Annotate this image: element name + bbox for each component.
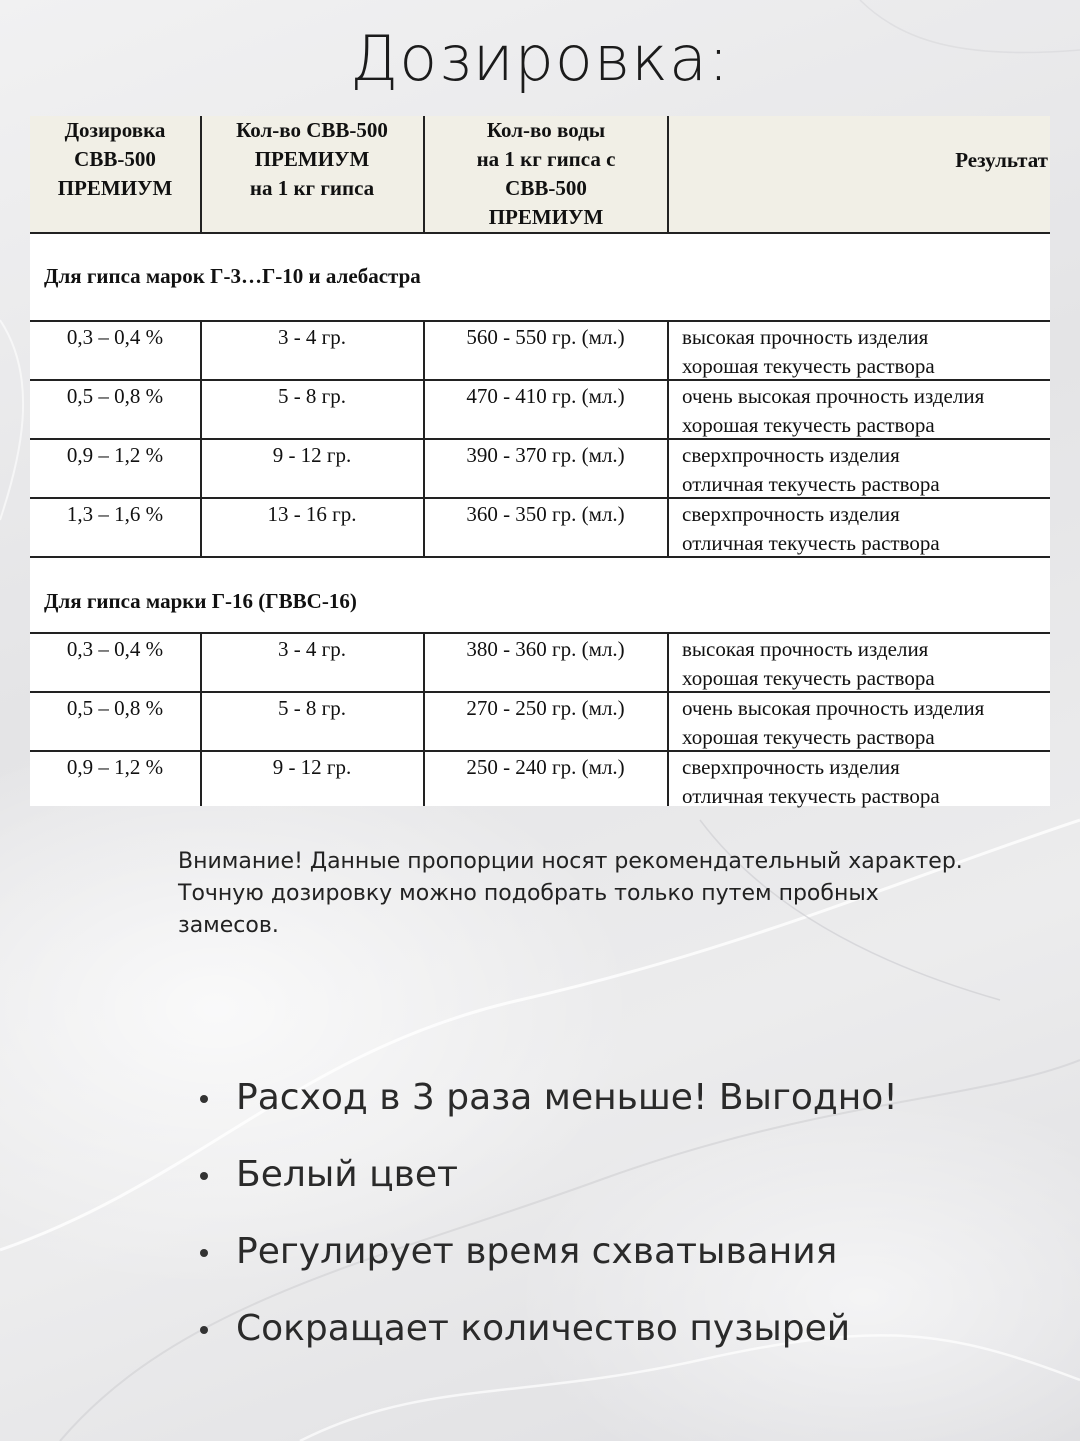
column-divider — [667, 632, 669, 806]
header-line: на 1 кг гипса — [249, 176, 375, 200]
result-cell — [682, 635, 935, 693]
header-line: Кол-во СВВ-500 — [236, 118, 388, 142]
result-line: высокая прочность изделия — [682, 637, 929, 661]
bullet-icon — [200, 1326, 208, 1334]
table-cell: 13 - 16 гр. — [267, 502, 357, 526]
dosage-table — [30, 116, 1050, 806]
table-cell: 5 - 8 гр. — [277, 696, 347, 720]
result-line: сверхпрочность изделия — [682, 502, 900, 526]
result-cell — [682, 323, 935, 381]
header-line: ПРЕМИУМ — [488, 205, 604, 229]
header-line: ПРЕМИУМ — [254, 147, 370, 171]
row-divider — [30, 438, 1050, 440]
header-dosage — [30, 116, 200, 232]
warning-note: Внимание! Данные пропорции носят рекомендательный характер. Точную дозировку можно подобрать только путем пробных замесов. — [178, 849, 963, 938]
feature-item — [196, 1147, 1056, 1224]
result-cell — [682, 694, 984, 752]
row-divider — [30, 632, 1050, 634]
result-line: сверхпрочность изделия — [682, 443, 900, 467]
table-cell: 0,9 – 1,2 % — [66, 755, 164, 779]
result-line: хорошая текучесть раствора — [682, 725, 935, 749]
table-cell: 560 - 550 гр. (мл.) — [466, 325, 625, 349]
row-divider — [30, 320, 1050, 322]
table-cell: 0,9 – 1,2 % — [66, 443, 164, 467]
section-label: Для гипса марок Г-3…Г-10 и алебастра — [44, 264, 421, 288]
table-cell: 380 - 360 гр. (мл.) — [466, 637, 625, 661]
page-title: Дозировка: — [350, 22, 730, 95]
header-line: СВВ-500 — [74, 147, 156, 171]
row-divider — [30, 379, 1050, 381]
header-divider — [667, 116, 669, 232]
feature-item — [196, 1070, 1056, 1147]
result-line: очень высокая прочность изделия — [682, 696, 985, 720]
result-line: отличная текучесть раствора — [682, 472, 940, 496]
column-divider — [667, 320, 669, 556]
row-divider — [30, 497, 1050, 499]
feature-item — [196, 1224, 1056, 1301]
section-label: Для гипса марки Г-16 (ГВВС-16) — [44, 589, 357, 613]
feature-text: Сокращает количество пузырей — [236, 1308, 851, 1349]
result-line: хорошая текучесть раствора — [682, 666, 935, 690]
table-cell: 0,3 – 0,4 % — [66, 325, 164, 349]
bullet-icon — [200, 1249, 208, 1257]
feature-text: Регулирует время схватывания — [236, 1231, 838, 1272]
table-cell: 0,3 – 0,4 % — [66, 637, 164, 661]
column-divider — [423, 632, 425, 806]
table-cell: 3 - 4 гр. — [277, 637, 347, 661]
header-line: ПРЕМИУМ — [57, 176, 173, 200]
result-line: высокая прочность изделия — [682, 325, 929, 349]
table-cell: 5 - 8 гр. — [277, 384, 347, 408]
column-divider — [200, 320, 202, 556]
result-cell — [682, 382, 984, 440]
result-cell — [682, 500, 940, 558]
table-cell: 270 - 250 гр. (мл.) — [466, 696, 625, 720]
result-line: отличная текучесть раствора — [682, 531, 940, 555]
header-line: Дозировка — [64, 118, 166, 142]
header-divider — [423, 116, 425, 232]
table-cell: 9 - 12 гр. — [272, 443, 352, 467]
table-cell: 390 - 370 гр. (мл.) — [466, 443, 625, 467]
result-line: очень высокая прочность изделия — [682, 384, 985, 408]
column-divider — [423, 320, 425, 556]
header-water — [424, 116, 668, 232]
table-cell: 1,3 – 1,6 % — [66, 502, 164, 526]
feature-text: Расход в 3 раза меньше! Выгодно! — [236, 1077, 898, 1118]
row-divider — [30, 691, 1050, 693]
header-line: Кол-во воды — [486, 118, 606, 142]
feature-list — [196, 1070, 1056, 1378]
table-cell: 360 - 350 гр. (мл.) — [466, 502, 625, 526]
result-cell — [682, 441, 940, 499]
header-amount — [201, 116, 423, 232]
feature-item — [196, 1301, 1056, 1378]
result-line: отличная текучесть раствора — [682, 784, 940, 808]
result-line: хорошая текучесть раствора — [682, 354, 935, 378]
column-divider — [200, 632, 202, 806]
header-divider — [200, 116, 202, 232]
header-line: на 1 кг гипса с — [476, 147, 616, 171]
row-divider — [30, 556, 1050, 558]
table-header — [30, 116, 1050, 234]
table-cell: 0,5 – 0,8 % — [66, 384, 164, 408]
table-cell: 250 - 240 гр. (мл.) — [466, 755, 625, 779]
bullet-icon — [200, 1172, 208, 1180]
header-line: СВВ-500 — [505, 176, 587, 200]
header-result — [930, 116, 1048, 232]
header-line: Результат — [955, 148, 1048, 172]
row-divider — [30, 750, 1050, 752]
feature-text: Белый цвет — [236, 1154, 458, 1195]
bullet-icon — [200, 1095, 208, 1103]
table-cell: 0,5 – 0,8 % — [66, 696, 164, 720]
table-cell: 470 - 410 гр. (мл.) — [466, 384, 625, 408]
table-cell: 9 - 12 гр. — [272, 755, 352, 779]
result-line: хорошая текучесть раствора — [682, 413, 935, 437]
table-cell: 3 - 4 гр. — [277, 325, 347, 349]
result-line: сверхпрочность изделия — [682, 755, 900, 779]
result-cell — [682, 753, 940, 811]
